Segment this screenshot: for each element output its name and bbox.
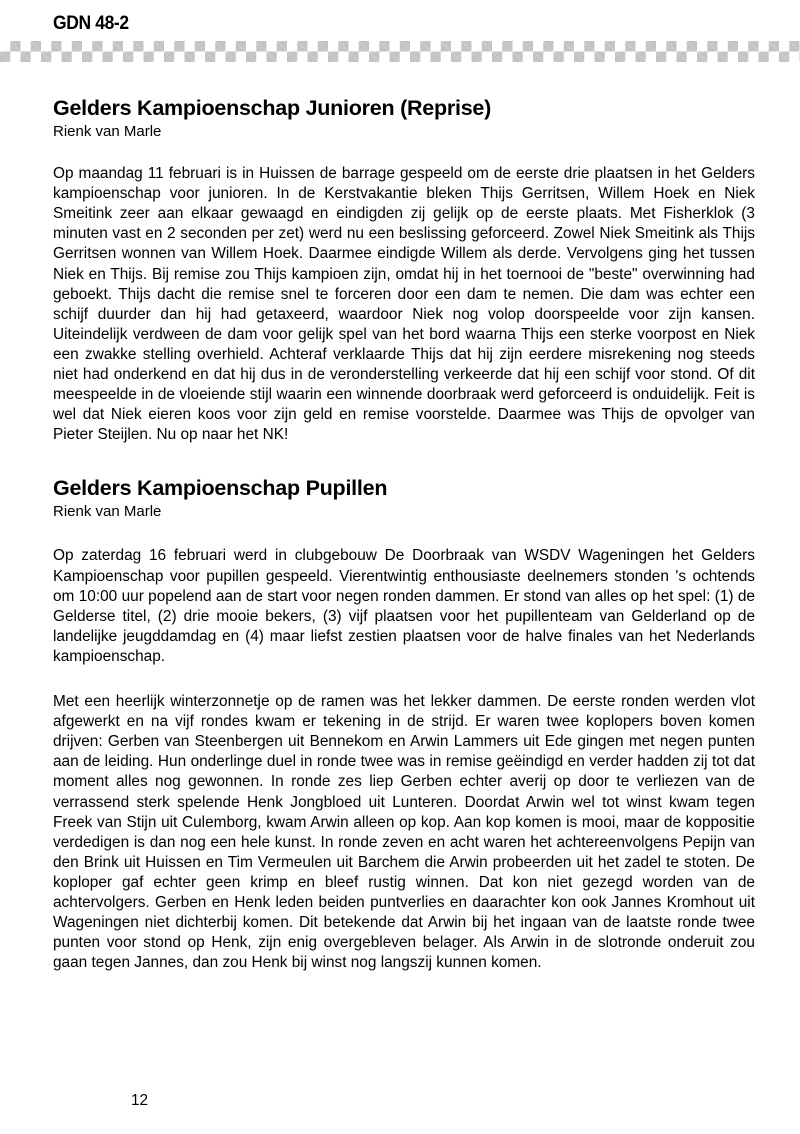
page-footer xyxy=(0,1074,800,1134)
article-byline: Rienk van Marle xyxy=(53,503,162,521)
article-paragraph: Met een heerlijk winterzonnetje op de ramen was het lekker dammen. De eerste ronden werden vlot afgewerkt en na vijf rondes kwam er tekening in de strijd. Er waren twee koplopers boven komen drijven: Gerben van Steenbergen uit Bennekom en Arwin Lammers uit Ede gingen met negen punten aan de leiding. Hun onderlinge duel in ronde twee was in remise geëindigd en verder hadden zij tot dat moment alles nog gewonnen. In ronde zes liep Gerben echter averij op door te verliezen van de verrassend sterk spelende Henk Jongbloed uit Lunteren. Doordat Arwin wel tot winst kwam tegen Freek van Stijn uit Culemborg, kwam Arwin alleen op kop. Aan kop komen is mooi, maar de koppositie verdedigen is dan nog een hele kunst. In ronde zeven en acht waren het achtereenvolgens Pepijn van den Brink uit Huissen en Tim Vermeulen uit Barchem die Arwin probeerden uit het zadel te stoten. De koploper gaf echter geen krimp en bleef rustig winnen. Dat kon niet gezegd worden van de achtervolgers. Gerben en Henk leden beiden puntverlies en daarachter kon ook Jannes Kromhout uit Wageningen niet dichterbij komen. Dit betekende dat Arwin bij het ingaan van de laatste ronde twee punten voor stond op Henk, zijn enig overgebleven belager. Als Arwin in de slotronde onderuit zou gaan tegen Jannes, dan zou Henk bij winst nog langszij kunnen komen. xyxy=(53,693,755,972)
article-paragraph: Op maandag 11 februari is in Huissen de barrage gespeeld om de eerste drie plaatsen in het Gelders kampioenschap voor junioren. In de Kerstvakantie bleken Thijs Gerritsen, Willem Hoek en Niek Smeitink zeer aan elkaar gewaagd en eindigden zij gelijk op de eerste plaats. Met Fisherklok (3 minuten vast en 2 seconden per zet) werd nu een beslissing geforceerd. Zowel Niek Smeitink als Thijs Gerritsen wonnen van Willem Hoek. Daarmee eindigde Willem als derde. Vervolgens ging het tussen Niek en Thijs. Bij remise zou Thijs kampioen zijn, omdat hij in het toernooi de "beste" overwinning had geboekt. Thijs dacht die remise snel te forceren door een dam te nemen. Die dam was echter een schijf duurder dan hij had getaxeerd, waardoor Niek nog volop doorspeelde voor zijn kansen. Uiteindelijk verdween de dam voor gelijk spel van het bord waarna Thijs een sterke voorpost en Niek een zwakke stelling overhield. Achteraf verklaarde Thijs dat hij zijn eerdere misrekening nog steeds niet had onderkend en dat hij dus in de veronderstelling verkeerde dat hij een schijf voor stond. Of dit meespeelde in de vloeiende stijl waarin een winnende doorbraak werd geforceerd is onduidelijk. Feit is wel dat Niek eieren koos voor zijn geld en remise voorstelde. Daarmee was Thijs de opvolger van Pieter Steijlen. Nu op naar het NK! xyxy=(53,165,755,444)
page-content xyxy=(53,96,755,973)
running-head-title: GDN 48-2 xyxy=(53,13,129,34)
article-byline: Rienk van Marle xyxy=(53,123,162,141)
article-pupillen xyxy=(53,476,755,973)
article-paragraph: Op zaterdag 16 februari werd in clubgebouw De Doorbraak van WSDV Wageningen het Gelders Kampioenschap voor pupillen gespeeld. Vierentwintig enthousiaste deelnemers stonden 's ochtends om 10:00 uur popelend aan de start voor negen ronden dammen. Er stond van alles op het spel: (1) de Gelderse titel, (2) drie mooie bekers, (3) vijf plaatsen voor het pupillenteam van Gelderland op de landelijke jeugddamdag en (4) maar liefst zestien plaatsen voor de halve finales van het Nederlands kampioenschap. xyxy=(53,547,755,665)
article-junioren xyxy=(53,96,755,445)
article-title: Gelders Kampioenschap Junioren (Reprise) xyxy=(53,96,492,120)
article-title: Gelders Kampioenschap Pupillen xyxy=(53,476,388,501)
page-header xyxy=(0,0,800,64)
page-number: 12 xyxy=(131,1091,149,1109)
checkerboard-rule-decoration xyxy=(0,41,800,62)
